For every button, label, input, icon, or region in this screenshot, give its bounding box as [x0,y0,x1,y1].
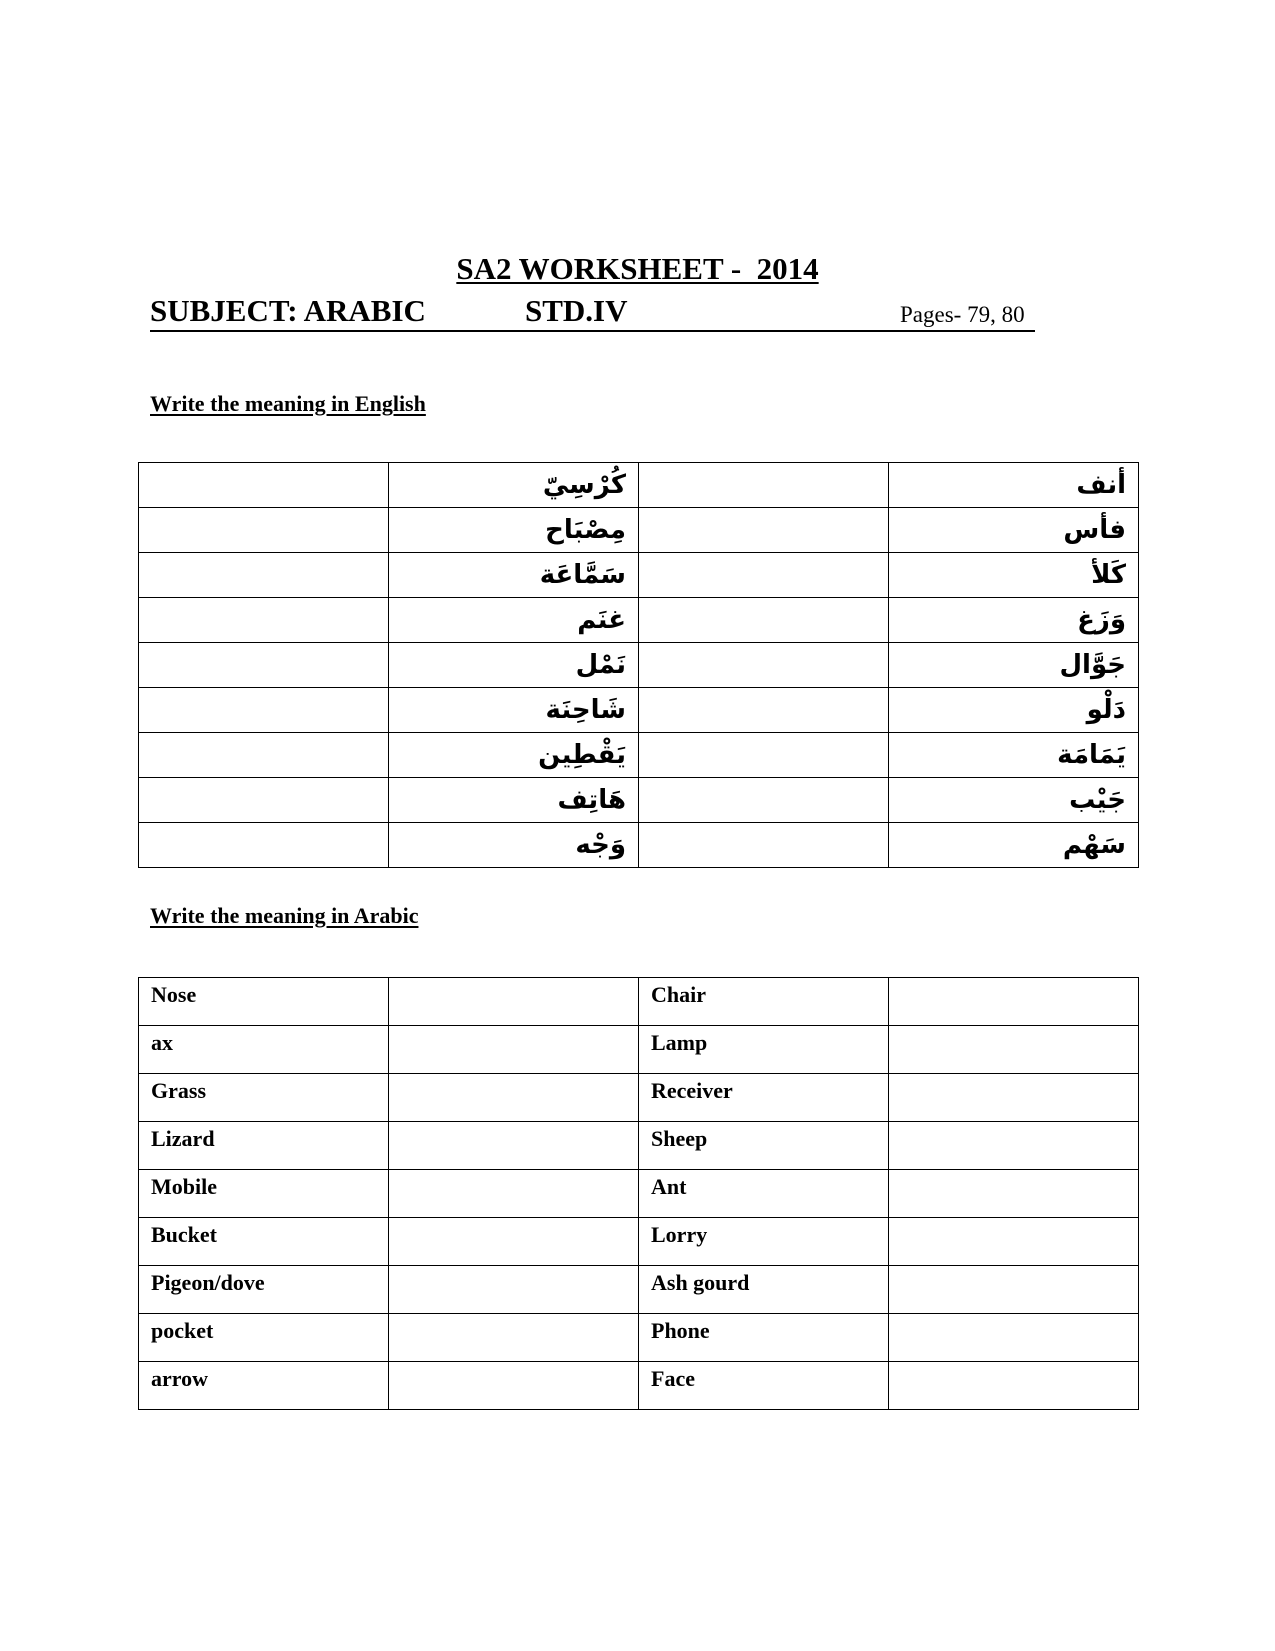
answer-cell[interactable] [889,1170,1139,1218]
answer-cell[interactable] [389,1218,639,1266]
english-word: Nose [139,978,389,1026]
subject-label: SUBJECT: ARABIC [150,293,426,328]
answer-cell[interactable] [639,733,889,778]
table-row [139,643,1139,688]
table-row [139,1314,1139,1362]
arabic-word: دَلْو [889,688,1139,733]
table-row [139,508,1139,553]
table-row [139,553,1139,598]
english-meaning-table [138,462,1139,868]
standard-label: STD.IV [525,293,628,328]
arabic-word: شَاحِنَة [389,688,639,733]
answer-cell[interactable] [639,688,889,733]
arabic-word: مِصْبَاح [389,508,639,553]
answer-cell[interactable] [139,553,389,598]
arabic-word: يَمَامَة [889,733,1139,778]
answer-cell[interactable] [639,643,889,688]
english-word: Lorry [639,1218,889,1266]
answer-cell[interactable] [139,778,389,823]
answer-cell[interactable] [139,463,389,508]
answer-cell[interactable] [389,1074,639,1122]
english-word: Phone [639,1314,889,1362]
table-row [139,463,1139,508]
answer-cell[interactable] [139,508,389,553]
english-word: ax [139,1026,389,1074]
arabic-word: كَلأ [889,553,1139,598]
arabic-word: كُرْسِيّ [389,463,639,508]
table-row [139,733,1139,778]
table-row [139,778,1139,823]
arabic-word: سَهْم [889,823,1139,868]
english-table-body [139,463,1139,868]
worksheet-title [0,252,1275,286]
answer-cell[interactable] [389,1362,639,1410]
arabic-word: جَوَّال [889,643,1139,688]
english-word: Lizard [139,1122,389,1170]
table-row [139,1170,1139,1218]
answer-cell[interactable] [889,1074,1139,1122]
table-row [139,688,1139,733]
answer-cell[interactable] [389,1170,639,1218]
table-row [139,1074,1139,1122]
answer-cell[interactable] [639,463,889,508]
arabic-word: نَمْل [389,643,639,688]
english-word: Ant [639,1170,889,1218]
english-word: Bucket [139,1218,389,1266]
english-word: Face [639,1362,889,1410]
subject-line [150,294,1035,332]
arabic-table-body [139,978,1139,1410]
english-word: Chair [639,978,889,1026]
answer-cell[interactable] [889,1026,1139,1074]
answer-cell[interactable] [389,1314,639,1362]
answer-cell[interactable] [889,1218,1139,1266]
english-word: arrow [139,1362,389,1410]
arabic-word: هَاتِف [389,778,639,823]
table-row [139,1122,1139,1170]
english-word: Sheep [639,1122,889,1170]
answer-cell[interactable] [889,1122,1139,1170]
arabic-word: سَمَّاعَة [389,553,639,598]
answer-cell[interactable] [639,508,889,553]
answer-cell[interactable] [639,778,889,823]
answer-cell[interactable] [139,598,389,643]
table-row [139,978,1139,1026]
english-word: Mobile [139,1170,389,1218]
table-row [139,1026,1139,1074]
table-row [139,1362,1139,1410]
pages-label: Pages- 79, 80 [900,302,1025,327]
english-word: Grass [139,1074,389,1122]
table-row [139,598,1139,643]
answer-cell[interactable] [389,1266,639,1314]
arabic-section-heading: Write the meaning in Arabic [150,903,419,928]
answer-cell[interactable] [889,1314,1139,1362]
arabic-word: وَجْه [389,823,639,868]
answer-cell[interactable] [889,978,1139,1026]
table-row [139,1266,1139,1314]
answer-cell[interactable] [139,823,389,868]
english-word: Lamp [639,1026,889,1074]
answer-cell[interactable] [389,978,639,1026]
arabic-word: جَيْب [889,778,1139,823]
arabic-word: غنَم [389,598,639,643]
answer-cell[interactable] [639,823,889,868]
answer-cell[interactable] [389,1026,639,1074]
arabic-word: وَزَغ [889,598,1139,643]
answer-cell[interactable] [639,598,889,643]
answer-cell[interactable] [889,1362,1139,1410]
arabic-meaning-table [138,977,1139,1410]
answer-cell[interactable] [639,553,889,598]
worksheet-title-text: SA2 WORKSHEET - 2014 [456,251,819,286]
table-row [139,1218,1139,1266]
answer-cell[interactable] [139,688,389,733]
table-row [139,823,1139,868]
english-word: pocket [139,1314,389,1362]
english-word: Receiver [639,1074,889,1122]
answer-cell[interactable] [139,733,389,778]
english-word: Ash gourd [639,1266,889,1314]
answer-cell[interactable] [139,643,389,688]
arabic-word: يَقْطِين [389,733,639,778]
english-word: Pigeon/dove [139,1266,389,1314]
arabic-word: فأس [889,508,1139,553]
arabic-word: أنف [889,463,1139,508]
answer-cell[interactable] [389,1122,639,1170]
english-section-heading: Write the meaning in English [150,391,426,416]
answer-cell[interactable] [889,1266,1139,1314]
